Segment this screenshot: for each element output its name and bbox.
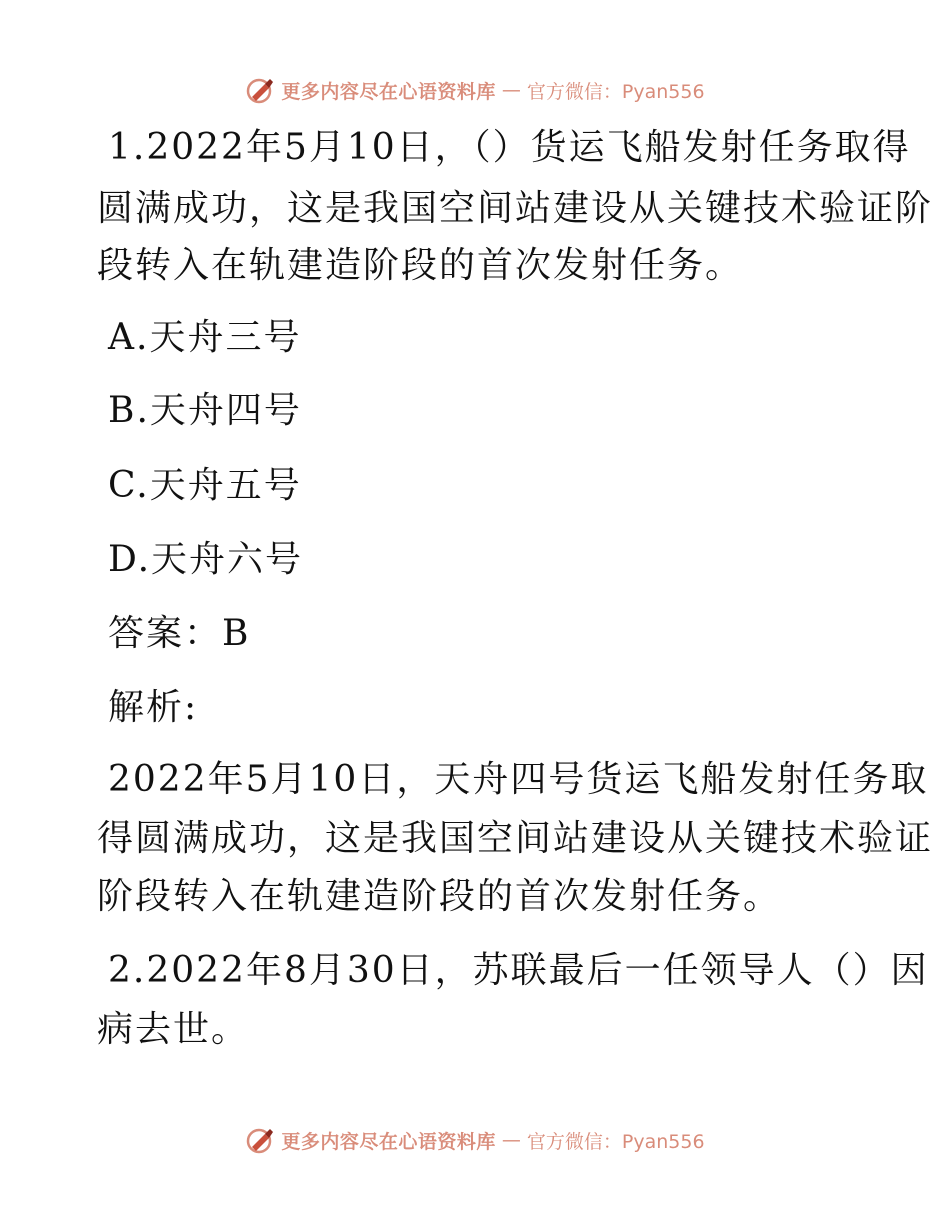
question2-stem-line-2: 病去世。 — [97, 1009, 250, 1050]
footer-banner-text: 更多内容尽在心语资料库 — [281, 1130, 496, 1153]
question2-stem-line-1: 2.2022年8月30日，苏联最后一任领导人（）因 — [108, 950, 929, 991]
analysis-line-3: 阶段转入在轨建造阶段的首次发射任务。 — [97, 876, 782, 917]
pen-logo-icon — [245, 75, 275, 105]
answer: 答案：B — [108, 613, 251, 654]
analysis-line-2: 得圆满成功，这是我国空间站建设从关键技术验证 — [97, 818, 934, 859]
question1-stem-line-3: 段转入在轨建造阶段的首次发射任务。 — [97, 245, 744, 286]
pen-logo-icon — [245, 1125, 275, 1155]
header-banner-text: 更多内容尽在心语资料库 — [281, 80, 496, 103]
footer-banner-contact: 官方微信：Pyan556 — [526, 1130, 705, 1153]
option-c: C.天舟五号 — [108, 465, 302, 506]
analysis-line-1: 2022年5月10日，天舟四号货运飞船发射任务取 — [108, 759, 929, 800]
header-banner-dash: — — [501, 79, 521, 101]
option-a: A.天舟三号 — [108, 317, 302, 358]
option-d: D.天舟六号 — [108, 539, 304, 580]
question1-stem-line-2: 圆满成功，这是我国空间站建设从关键技术验证阶 — [97, 188, 934, 229]
header-banner — [0, 70, 950, 110]
analysis-label: 解析: — [108, 687, 199, 728]
header-banner-contact: 官方微信：Pyan556 — [526, 80, 705, 103]
footer-banner — [0, 1120, 950, 1160]
footer-banner-dash: — — [501, 1129, 521, 1151]
option-b: B.天舟四号 — [108, 390, 302, 431]
question1-stem-line-1: 1.2022年5月10日，（）货运飞船发射任务取得 — [108, 127, 911, 168]
